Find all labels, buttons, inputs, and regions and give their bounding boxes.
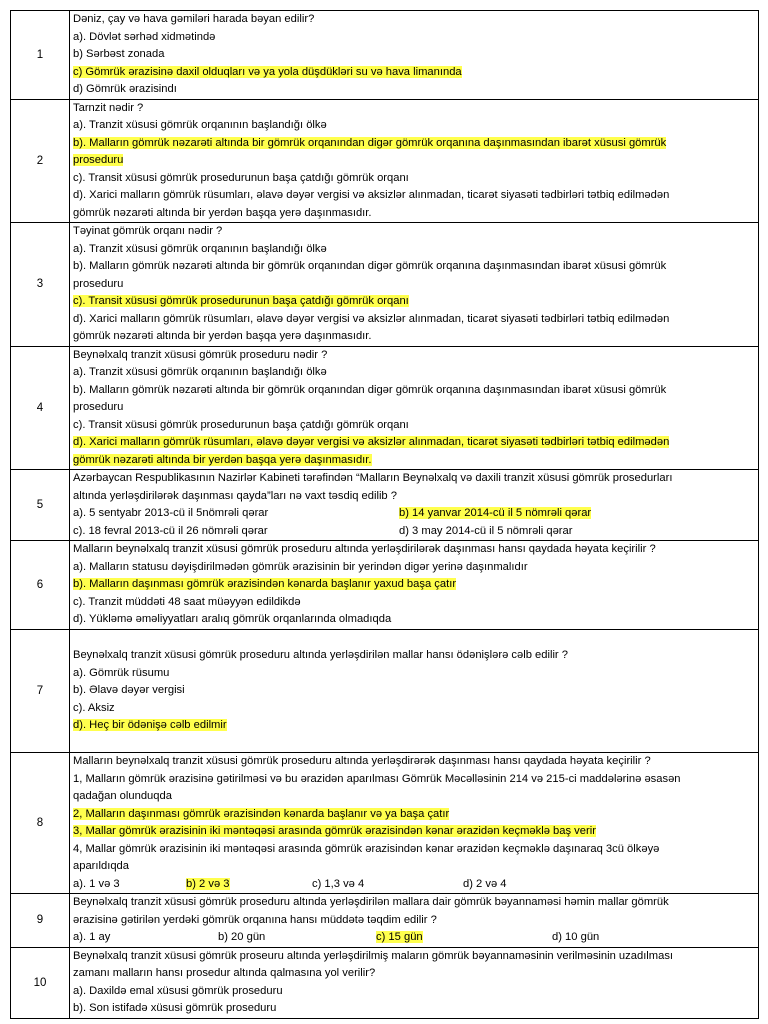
correct-answer-text: 3, Mallar gömrük ərazisinin iki məntəqəsi arasında gömrük ərazisindən kənar ərazidən keçməklə baş verir [73, 825, 596, 837]
answer-text: a). Malların statusu dəyişdirilmədən gömrük ərazisinin bir yerindən digər yerinə daşınmalıdır [73, 560, 528, 573]
question-number: 7 [11, 629, 70, 753]
questions-table-body [11, 11, 759, 1019]
text-line [73, 328, 758, 346]
question-row [11, 470, 759, 541]
text-line [73, 117, 758, 135]
answer-option-cell [312, 876, 463, 894]
question-row [11, 947, 759, 1018]
text-line [73, 293, 758, 311]
answer-text: altında yerləşdirilərək daşınması qayda”ları nə vaxt təsdiq edilib ? [73, 489, 397, 502]
text-line [73, 630, 758, 648]
answer-option-cell [73, 929, 218, 947]
correct-answer-text: c) Gömrük ərazisinə daxil olduqları və ya yola düşdükləri su və hava limanında [73, 65, 462, 78]
text-line [73, 965, 758, 983]
text-line [73, 29, 758, 47]
correct-answer-option: b) 14 yanvar 2014-cü il 5 nömrəli qərar [399, 507, 592, 519]
answer-option: c) 1,3 və 4 [312, 877, 365, 890]
answer-text: a). Dövlət sərhəd xidmətində [73, 30, 216, 43]
question-number: 5 [11, 470, 70, 541]
question-row [11, 223, 759, 347]
question-row [11, 894, 759, 948]
question-row [11, 541, 759, 630]
text-line [73, 948, 758, 966]
answer-option-cell [376, 929, 552, 947]
correct-answer-text: d). Xarici malların gömrük rüsumları, əlavə dəyər vergisi və aksizlər alınmadan, ticarət siyasəti tədbirləri tətbiq edilmədən [73, 436, 670, 448]
answer-option-cell [552, 929, 599, 947]
text-line [73, 1000, 758, 1018]
answer-option: a). 5 sentyabr 2013-cü il 5nömrəli qərar [73, 507, 269, 519]
answer-option-cell [186, 876, 312, 894]
text-line [73, 152, 758, 170]
text-line [73, 258, 758, 276]
text-line [73, 488, 758, 506]
question-number: 4 [11, 346, 70, 470]
text-line [73, 347, 758, 365]
question-body [70, 99, 759, 223]
text-line [73, 682, 758, 700]
text-line [73, 717, 758, 735]
question-row [11, 11, 759, 100]
answer-text: d). Xarici malların gömrük rüsumları, əlavə dəyər vergisi və aksizlər alınmadan, ticarət siyasəti tədbirləri tətbiq edilmədən [73, 189, 670, 201]
question-text: Beynəlxalq tranzit xüsusi gömrük proseduru nədir ? [73, 348, 328, 361]
answer-text: a). Daxildə emal xüsusi gömrük proseduru [73, 984, 283, 997]
question-number: 2 [11, 99, 70, 223]
answer-text: b). Malların gömrük nəzarəti altında bir gömrük orqanından digər gömrük orqanına daşınmasından ibarət xüsusi gömrük [73, 260, 667, 272]
answer-options-row [73, 505, 758, 523]
answer-option: d) 10 gün [552, 931, 600, 943]
answer-text: a). Gömrük rüsumu [73, 666, 170, 679]
question-row [11, 346, 759, 470]
text-line [73, 611, 758, 629]
text-line [73, 241, 758, 259]
answer-text: proseduru [73, 401, 124, 413]
text-line [73, 64, 758, 82]
question-number: 6 [11, 541, 70, 630]
question-number: 8 [11, 753, 70, 894]
text-line [73, 382, 758, 400]
text-line [73, 894, 758, 912]
text-line [73, 135, 758, 153]
answer-option: a). 1 və 3 [73, 877, 120, 890]
correct-answer-option: b) 2 və 3 [186, 877, 230, 890]
answer-option: b) 20 gün [218, 931, 266, 943]
correct-answer-option: c) 15 gün [376, 931, 423, 943]
text-line [73, 100, 758, 118]
text-line [73, 594, 758, 612]
text-line [73, 735, 758, 753]
answer-options-row [73, 929, 758, 947]
question-text: Dəniz, çay və hava gəmiləri harada bəyan edilir? [73, 13, 315, 25]
text-line [73, 417, 758, 435]
answer-text: gömrük nəzarəti altında bir yerdən başqa yerə daşınmasıdır. [73, 206, 372, 219]
text-line [73, 434, 758, 452]
question-body [70, 753, 759, 894]
answer-text: zamanı malların hansı prosedur altında qalmasına yol verilir? [73, 967, 376, 979]
text-line [73, 559, 758, 577]
answer-text: qadağan olunduqda [73, 790, 172, 802]
answer-text: a). Tranzit xüsusi gömrük orqanının başlandığı ölkə [73, 242, 327, 255]
question-body [70, 470, 759, 541]
answer-text: a). Tranzit xüsusi gömrük orqanının başlandığı ölkə [73, 119, 327, 131]
answer-text: gömrük nəzarəti altında bir yerdən başqa yerə daşınmasıdır. [73, 330, 372, 342]
correct-answer-text: 2, Malların daşınması gömrük ərazisindən kənarda başlanır və ya başa çatır [73, 807, 450, 820]
question-number: 1 [11, 11, 70, 100]
text-line [73, 576, 758, 594]
answer-option: a). 1 ay [73, 931, 111, 943]
questions-table [10, 10, 759, 1019]
question-number: 9 [11, 894, 70, 948]
text-line [73, 771, 758, 789]
text-line [73, 364, 758, 382]
correct-answer-text: gömrük nəzarəti altında bir yerdən başqa yerə daşınmasıdır. [73, 453, 372, 466]
question-row [11, 753, 759, 894]
question-text: Malların beynəlxalq tranzit xüsusi gömrük proseduru altında yerləşdirərək daşınması hansı qaydada həyata keçirilir ? [73, 755, 651, 767]
answer-option-cell [73, 505, 399, 523]
question-body [70, 947, 759, 1018]
correct-answer-text: proseduru [73, 154, 124, 166]
answer-text: c). Tranzit müddəti 48 saat müəyyən edildikdə [73, 595, 301, 608]
answer-text: 1, Malların gömrük ərazisinə gətirilməsi və bu ərazidən aparılması Gömrük Məcəlləsinin 214 və 215-ci maddələrinə əsasən [73, 772, 681, 785]
text-line [73, 187, 758, 205]
answer-text: ərazisinə gətirilən yerdəki gömrük orqanına hansı müddətə təqdim edilir ? [73, 913, 437, 926]
text-line [73, 700, 758, 718]
question-text: Təyinat gömrük orqanı nədir ? [73, 225, 223, 237]
text-line [73, 170, 758, 188]
text-line [73, 647, 758, 665]
question-number: 10 [11, 947, 70, 1018]
text-line [73, 223, 758, 241]
answer-text: aparıldıqda [73, 860, 129, 872]
answer-text: b) Sərbəst zonada [73, 48, 165, 60]
answer-option: c). 18 fevral 2013-cü il 26 nömrəli qərar [73, 524, 268, 537]
answer-text: proseduru [73, 277, 124, 290]
answer-option: d) 3 may 2014-cü il 5 nömrəli qərar [399, 524, 573, 537]
answer-text: 4, Mallar gömrük ərazisinin iki məntəqəsi arasında gömrük ərazisindən kənar ərazidən keçməklə daşınaraq 3cü ölkəyə [73, 842, 660, 855]
answer-text: b). Əlavə dəyər vergisi [73, 684, 185, 696]
answer-options-row [73, 523, 758, 541]
answer-option-cell [73, 876, 186, 894]
question-text: Tarnzit nədir ? [73, 101, 144, 114]
correct-answer-text: b). Malların gömrük nəzarəti altında bir gömrük orqanından digər gömrük orqanına daşınmasından ibarət xüsusi gömrük [73, 136, 667, 149]
question-body [70, 11, 759, 100]
answer-text: c). Aksiz [73, 701, 115, 714]
text-line [73, 276, 758, 294]
question-text: Malların beynəlxalq tranzit xüsusi gömrük proseduru altında yerləşdirilərək daşınması hansı qaydada həyata keçirilir ? [73, 543, 656, 555]
answer-text: d). Yükləmə əməliyyatları aralıq gömrük orqanlarında olmadıqda [73, 613, 392, 625]
correct-answer-text: b). Malların daşınması gömrük ərazisindən kənarda başlanır yaxud başa çatır [73, 578, 457, 590]
question-text: Beynəlxalq tranzit xüsusi gömrük proseuru altında yerləşdirilmiş maların gömrük bəyannaməsinin verilməsinin uzadılması [73, 949, 674, 962]
question-text: Azərbaycan Respublikasının Nazirlər Kabineti tərəfindən “Malların Beynəlxalq və daxili tranzit xüsusi gömrük prosedurları [73, 472, 673, 484]
text-line [73, 788, 758, 806]
text-line [73, 399, 758, 417]
question-row [11, 99, 759, 223]
answer-text: b). Son istifadə xüsusi gömrük proseduru [73, 1002, 277, 1014]
answer-text: Beynəlxalq tranzit xüsusi gömrük proseduru altında yerləşdirilən mallar hansı ödənişlərə cəlb edilir ? [73, 649, 568, 661]
answer-options-row [73, 876, 758, 894]
answer-option: d) 2 və 4 [463, 877, 507, 890]
text-line [73, 983, 758, 1001]
question-row [11, 629, 759, 753]
answer-text: c). Transit xüsusi gömrük prosedurunun başa çatdığı gömrük orqanı [73, 418, 409, 431]
text-line [73, 81, 758, 99]
text-line [73, 311, 758, 329]
answer-option-cell [463, 876, 507, 894]
text-line [73, 665, 758, 683]
answer-text: c). Transit xüsusi gömrük prosedurunun başa çatdığı gömrük orqanı [73, 171, 409, 184]
text-line [73, 858, 758, 876]
question-body [70, 894, 759, 948]
answer-text: d). Xarici malların gömrük rüsumları, əlavə dəyər vergisi və aksizlər alınmadan, ticarət siyasəti tədbirləri tətbiq edilmədən [73, 312, 670, 325]
answer-text: a). Tranzit xüsusi gömrük orqanının başlandığı ölkə [73, 366, 327, 378]
answer-option-cell [399, 505, 591, 523]
text-line [73, 823, 758, 841]
question-body [70, 346, 759, 470]
text-line [73, 841, 758, 859]
text-line [73, 753, 758, 771]
question-body [70, 541, 759, 630]
text-line [73, 11, 758, 29]
text-line [73, 205, 758, 223]
answer-option-cell [73, 523, 399, 541]
question-number: 3 [11, 223, 70, 347]
question-text: Beynəlxalq tranzit xüsusi gömrük proseduru altında yerləşdirilən mallara dair gömrük bəyannaməsi həmin mallar gömrük [73, 896, 669, 908]
text-line [73, 912, 758, 930]
answer-text: d) Gömrük ərazisindı [73, 83, 177, 95]
text-line [73, 46, 758, 64]
question-body [70, 629, 759, 753]
text-line [73, 470, 758, 488]
correct-answer-text: d). Heç bir ödənişə cəlb edilmir [73, 719, 227, 731]
answer-text: b). Malların gömrük nəzarəti altında bir gömrük orqanından digər gömrük orqanına daşınmasından ibarət xüsusi gömrük [73, 383, 667, 396]
answer-option-cell [399, 523, 572, 541]
text-line [73, 541, 758, 559]
text-line [73, 452, 758, 470]
correct-answer-text: c). Transit xüsusi gömrük prosedurunun başa çatdığı gömrük orqanı [73, 295, 409, 307]
question-body [70, 223, 759, 347]
answer-option-cell [218, 929, 376, 947]
text-line [73, 806, 758, 824]
